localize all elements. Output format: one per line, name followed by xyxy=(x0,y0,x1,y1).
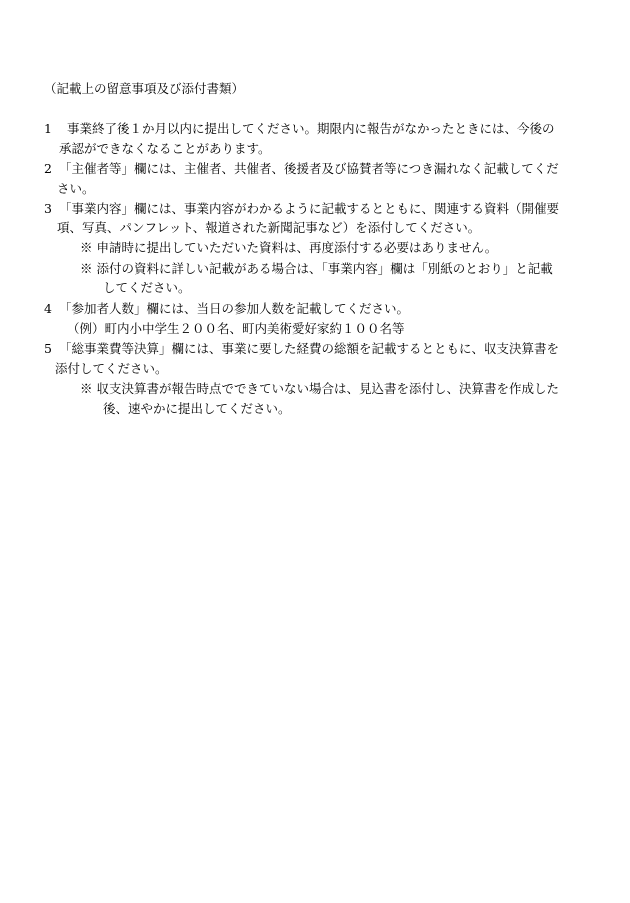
example-text: （例）町内小中学生２００名、町内美術愛好家約１００名等 xyxy=(67,321,405,336)
item-text: さい。 xyxy=(57,181,95,196)
note-text: ※ 収支決算書が報告時点でできていない場合は、見込書を添付し、決算書を作成した xyxy=(80,381,559,396)
item-number: 4 xyxy=(44,301,52,316)
note-text: してください。 xyxy=(103,280,191,295)
section-heading: （記載上の留意事項及び添付書類） xyxy=(44,81,245,96)
item-number: 3 xyxy=(44,201,52,216)
item-text: 事業終了後１か月以内に提出してください。期限内に報告がなかったときには、今後の xyxy=(67,121,555,136)
item-text: 「主催者等」欄には、主催者、共催者、後援者及び協賛者等につき漏れなく記載してくだ xyxy=(59,161,559,176)
item-number: 5 xyxy=(44,341,52,356)
item-number: 2 xyxy=(44,161,52,176)
item-text: 「参加者人数」欄には、当日の参加人数を記載してください。 xyxy=(59,301,410,316)
item-text: 承認ができなくなることがあります。 xyxy=(59,141,271,156)
note-text: ※ 添付の資料に詳しい記載がある場合は、「事業内容」欄は「別紙のとおり」と記載 xyxy=(80,261,553,276)
note-text: ※ 申請時に提出していただいた資料は、再度添付する必要はありません。 xyxy=(80,240,498,255)
item-number: 1 xyxy=(44,121,52,136)
note-text: 後、速やかに提出してください。 xyxy=(103,401,291,416)
item-text: 「事業内容」欄には、事業内容がわかるように記載するとともに、関連する資料（開催要 xyxy=(59,201,560,216)
item-text: 添付してください。 xyxy=(55,361,168,376)
item-text: 項、写真、パンフレット、報道された新聞記事など）を添付してください。 xyxy=(57,220,481,235)
item-text: 「総事業費等決算」欄には、事業に要した経費の総額を記載するとともに、収支決算書を xyxy=(59,341,560,356)
